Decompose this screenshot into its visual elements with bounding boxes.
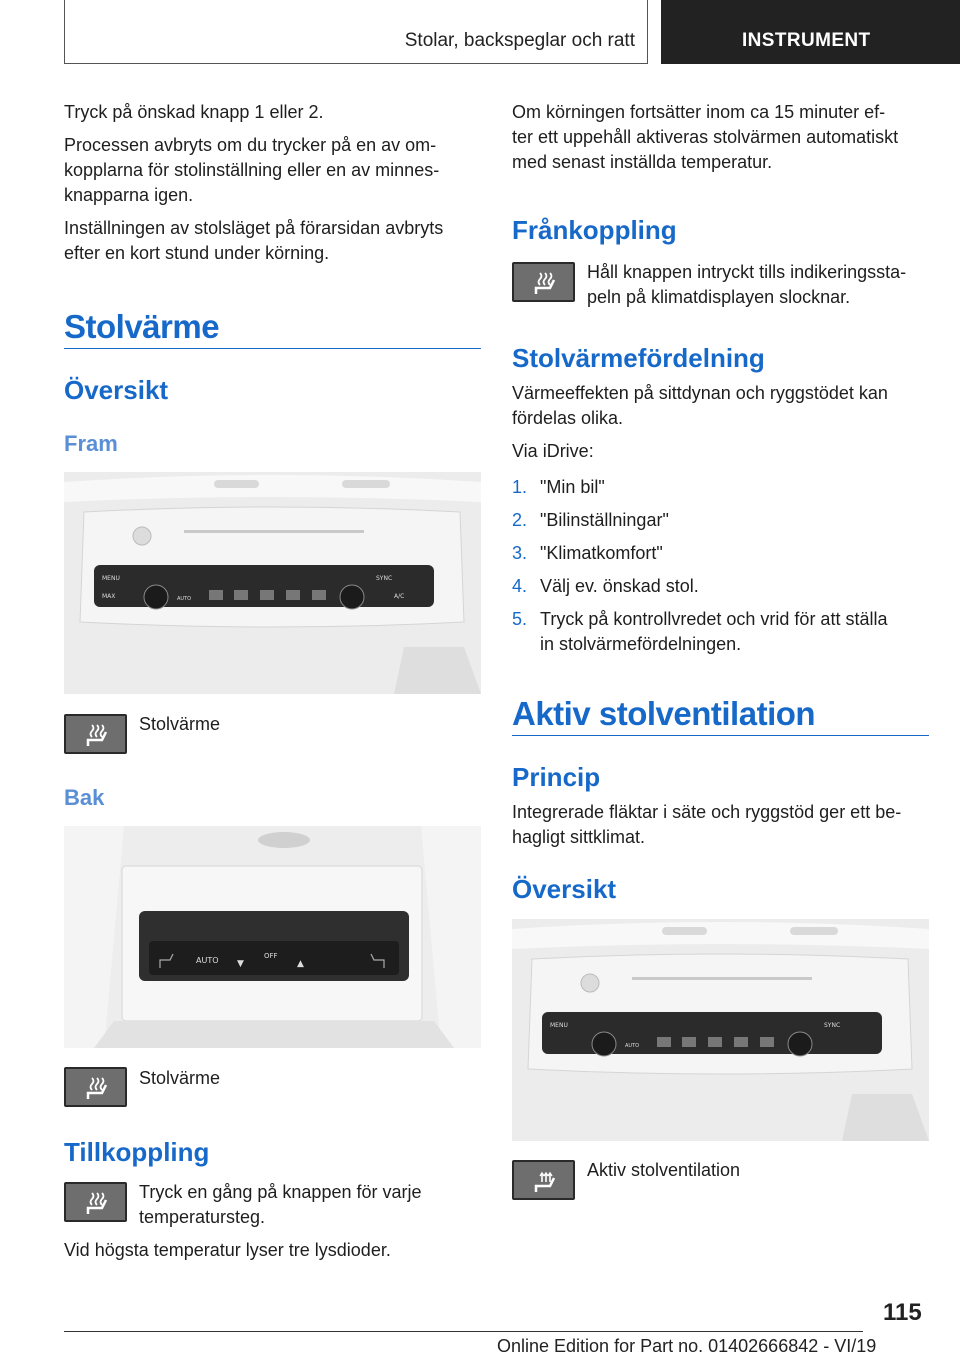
list-item: 5. Tryck på kontrollvredet och vrid för att ställa in stolvärmefördelningen. [512, 609, 888, 654]
seat-heating-icon [82, 1190, 112, 1216]
edition-text: Online Edition for Part no. 01402666842 - VI/19 [497, 1336, 877, 1356]
heading-fram: Fram [64, 431, 118, 456]
ac-label: A/C [394, 593, 405, 600]
via-idrive: Via iDrive: [512, 441, 594, 461]
chapter-title: INSTRUMENT [742, 30, 871, 51]
frankoppling-button-icon [512, 262, 575, 302]
princip-text [512, 800, 929, 850]
section-title: Stolar, backspeglar och ratt [404, 30, 635, 51]
footer-rule [64, 1331, 863, 1332]
vent-menu-label: MENU [550, 1022, 568, 1029]
heading-rule [512, 735, 929, 736]
max-label: MAX [102, 593, 116, 600]
text-installning-2: efter en kort stund under körning. [64, 243, 330, 263]
rear-climate-panel-image [64, 826, 481, 1048]
list-item: 2. "Bilinställningar" [512, 510, 669, 530]
left-column [64, 100, 481, 266]
heading-frankoppling: Frånkoppling [512, 215, 677, 245]
seat-ventilation-icon [530, 1168, 560, 1194]
list-item: 3. "Klimatkomfort" [512, 543, 663, 563]
heading-tillkoppling: Tillkoppling [64, 1137, 210, 1167]
text-process-1: Processen avbryts om du trycker på en av om- [64, 135, 437, 155]
text-process-2: kopplarna för stolinställning eller en av minnes- [64, 160, 440, 180]
princip-line-2: hagligt sittklimat. [512, 827, 646, 847]
heading-rule [64, 348, 481, 349]
seat-heating-icon [530, 270, 560, 296]
svg-text:▲: ▲ [297, 959, 304, 969]
till-line-1: Tryck en gång på knappen för varje [139, 1182, 422, 1202]
header-section-box [64, 0, 648, 64]
heading-princip: Princip [512, 762, 601, 792]
rear-seat-heating-button [64, 1067, 127, 1107]
ford-line-2: fördelas olika. [512, 408, 624, 428]
header-chapter-box [661, 0, 960, 64]
vent-auto-label: AUTO [625, 1043, 640, 1049]
caption-front: Stolvärme [139, 714, 221, 734]
vent-sync-label: SYNC [824, 1022, 841, 1029]
caption-rear: Stolvärme [139, 1068, 221, 1088]
text-korning-2: ter ett uppehåll aktiveras stolvärmen automatiskt [512, 127, 899, 147]
frankoppling-text [587, 260, 929, 310]
caption-ventilation: Aktiv stolventilation [587, 1160, 741, 1180]
heading-stolvarme: Stolvärme [64, 308, 220, 345]
sync-label: SYNC [376, 575, 393, 582]
ventilation-panel-image [512, 919, 929, 1141]
seat-heating-button [64, 714, 127, 754]
menu-label: MENU [102, 575, 120, 582]
rear-auto-label: AUTO [196, 956, 219, 965]
svg-text:▼: ▼ [237, 959, 244, 969]
list-item: 4. Välj ev. önskad stol. [512, 576, 699, 596]
ford-line-1: Värmeeffekten på sittdynan och ryggstödet kan [512, 383, 888, 403]
heading-bak: Bak [64, 785, 105, 810]
princip-line-1: Integrerade fläktar i säte och ryggstöd ger ett be- [512, 802, 902, 822]
auto-label: AUTO [177, 596, 192, 602]
page-number: 115 [883, 1299, 922, 1326]
heading-fordelning: Stolvärmefördelning [512, 343, 765, 373]
fran-line-2: peln på klimatdisplayen slocknar. [587, 287, 851, 307]
front-climate-panel-image [64, 472, 481, 694]
tillkoppling-text [139, 1180, 481, 1230]
heading-aktiv-stolventilation: Aktiv stolventilation [512, 695, 816, 732]
text-hogsta: Vid högsta temperatur lyser tre lysdioder. [64, 1240, 391, 1260]
list-item: 1. "Min bil" [512, 477, 605, 497]
seat-heating-icon [82, 722, 112, 748]
text-tryck: Tryck på önskad knapp 1 eller 2. [64, 102, 324, 122]
right-intro [512, 100, 929, 175]
text-korning-1: Om körningen fortsätter inom ca 15 minuter ef- [512, 102, 886, 122]
seat-heating-icon [82, 1075, 112, 1101]
seat-ventilation-button [512, 1160, 575, 1200]
fran-line-1: Håll knappen intryckt tills indikeringssta- [587, 262, 907, 282]
text-installning-1: Inställningen av stolsläget på förarsidan avbryts [64, 218, 444, 238]
tillkoppling-button-icon [64, 1182, 127, 1222]
rear-off-label: OFF [264, 952, 278, 960]
text-korning-3: med senast inställda temperatur. [512, 152, 773, 172]
till-line-2: temperatursteg. [139, 1207, 266, 1227]
text-process-3: knapparna igen. [64, 185, 194, 205]
heading-oversikt-2: Översikt [512, 874, 617, 904]
idrive-steps [512, 475, 929, 665]
heading-oversikt: Översikt [64, 375, 169, 405]
fordelning-text [512, 381, 929, 464]
